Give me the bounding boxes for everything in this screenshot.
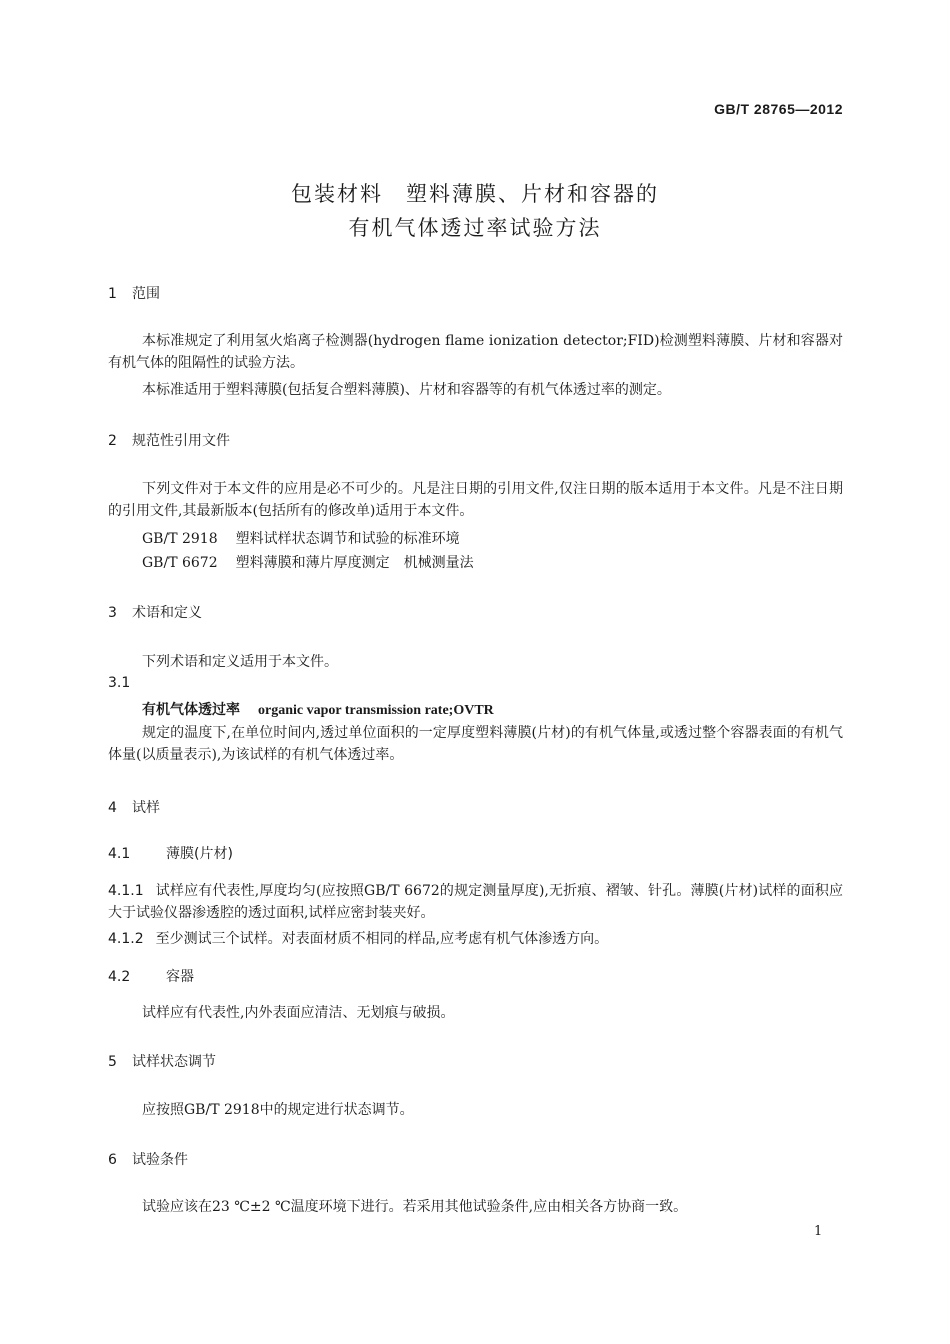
clause-text: 试样应有代表性,厚度均匀(应按照GB/T 6672的规定测量厚度),无折痕、褶皱、针孔。薄膜(片材)试样的面积应大于试验仪器渗透腔的透过面积,试样应密封装夹好。 (108, 883, 843, 921)
subsection-number: 4.2 (108, 969, 131, 985)
reference-title: 塑料试样状态调节和试验的标准环境 (235, 531, 460, 547)
section-title: 试验条件 (132, 1152, 188, 1168)
section-1-heading (108, 283, 160, 303)
subsection-4-2-heading (108, 966, 194, 986)
clause-number: 4.1.2 (108, 931, 144, 947)
section-3-heading (108, 602, 202, 622)
section-title: 规范性引用文件 (132, 433, 230, 449)
subsection-4-1-heading (108, 843, 233, 863)
clause-4-1-1 (108, 880, 843, 924)
section-4-heading (108, 797, 160, 817)
document-title-line2: 有机气体透过率试验方法 (348, 216, 602, 240)
section-title: 术语和定义 (132, 605, 202, 621)
document-title-line1: 包装材料 塑料薄膜、片材和容器的 (291, 182, 659, 206)
normative-reference-1 (142, 528, 460, 548)
section-number: 2 (108, 433, 117, 449)
normative-reference-2 (142, 552, 474, 572)
clause-text: 至少测试三个试样。对表面材质不相同的样品,应考虑有机气体渗透方向。 (155, 931, 609, 947)
section-1-paragraph-1: 本标准规定了利用氢火焰离子检测器(hydrogen flame ionization detector;FID)检测塑料薄膜、片材和容器对有机气体的阻隔性的试验方法。 (108, 333, 843, 371)
standard-code: GB/T 28765—2012 (714, 101, 843, 117)
section-6-paragraph: 试验应该在23 ℃±2 ℃温度环境下进行。若采用其他试验条件,应由相关各方协商一致。 (142, 1199, 688, 1215)
section-title: 试样状态调节 (132, 1054, 216, 1070)
section-2-paragraph-1: 下列文件对于本文件的应用是必不可少的。凡是注日期的引用文件,仅注日期的版本适用于本文件。凡是不注日期的引用文件,其最新版本(包括所有的修改单)适用于本文件。 (108, 481, 843, 519)
subsection-title: 薄膜(片材) (166, 846, 233, 862)
section-number: 6 (108, 1152, 117, 1168)
reference-title: 塑料薄膜和薄片厚度测定 机械测量法 (235, 555, 474, 571)
term-number: 3.1 (108, 675, 131, 691)
section-1-paragraph-2: 本标准适用于塑料薄膜(包括复合塑料薄膜)、片材和容器等的有机气体透过率的测定。 (142, 382, 671, 398)
section-6-heading (108, 1149, 188, 1169)
reference-code: GB/T 6672 (142, 555, 218, 571)
subsection-number: 4.1 (108, 846, 131, 862)
term-entry (142, 699, 494, 719)
section-3-paragraph-1: 下列术语和定义适用于本文件。 (142, 654, 338, 670)
section-5-paragraph: 应按照GB/T 2918中的规定进行状态调节。 (142, 1102, 414, 1118)
section-title: 试样 (132, 800, 160, 816)
page-number: 1 (814, 1224, 823, 1239)
section-number: 3 (108, 605, 117, 621)
section-5-heading (108, 1051, 216, 1071)
subsection-title: 容器 (166, 969, 194, 985)
term-english: organic vapor transmission rate;OVTR (258, 703, 494, 718)
reference-code: GB/T 2918 (142, 531, 218, 547)
term-definition: 规定的温度下,在单位时间内,透过单位面积的一定厚度塑料薄膜(片材)的有机气体量,或透过整个容器表面的有机气体量(以质量表示),为该试样的有机气体透过率。 (108, 725, 843, 763)
section-title: 范围 (132, 286, 160, 302)
clause-4-1-2 (108, 928, 843, 950)
section-number: 5 (108, 1054, 117, 1070)
subsection-4-2-paragraph: 试样应有代表性,内外表面应清洁、无划痕与破损。 (142, 1005, 455, 1021)
section-number: 4 (108, 800, 117, 816)
section-number: 1 (108, 286, 117, 302)
term-chinese: 有机气体透过率 (142, 702, 240, 718)
section-2-heading (108, 430, 230, 450)
clause-number: 4.1.1 (108, 883, 144, 899)
